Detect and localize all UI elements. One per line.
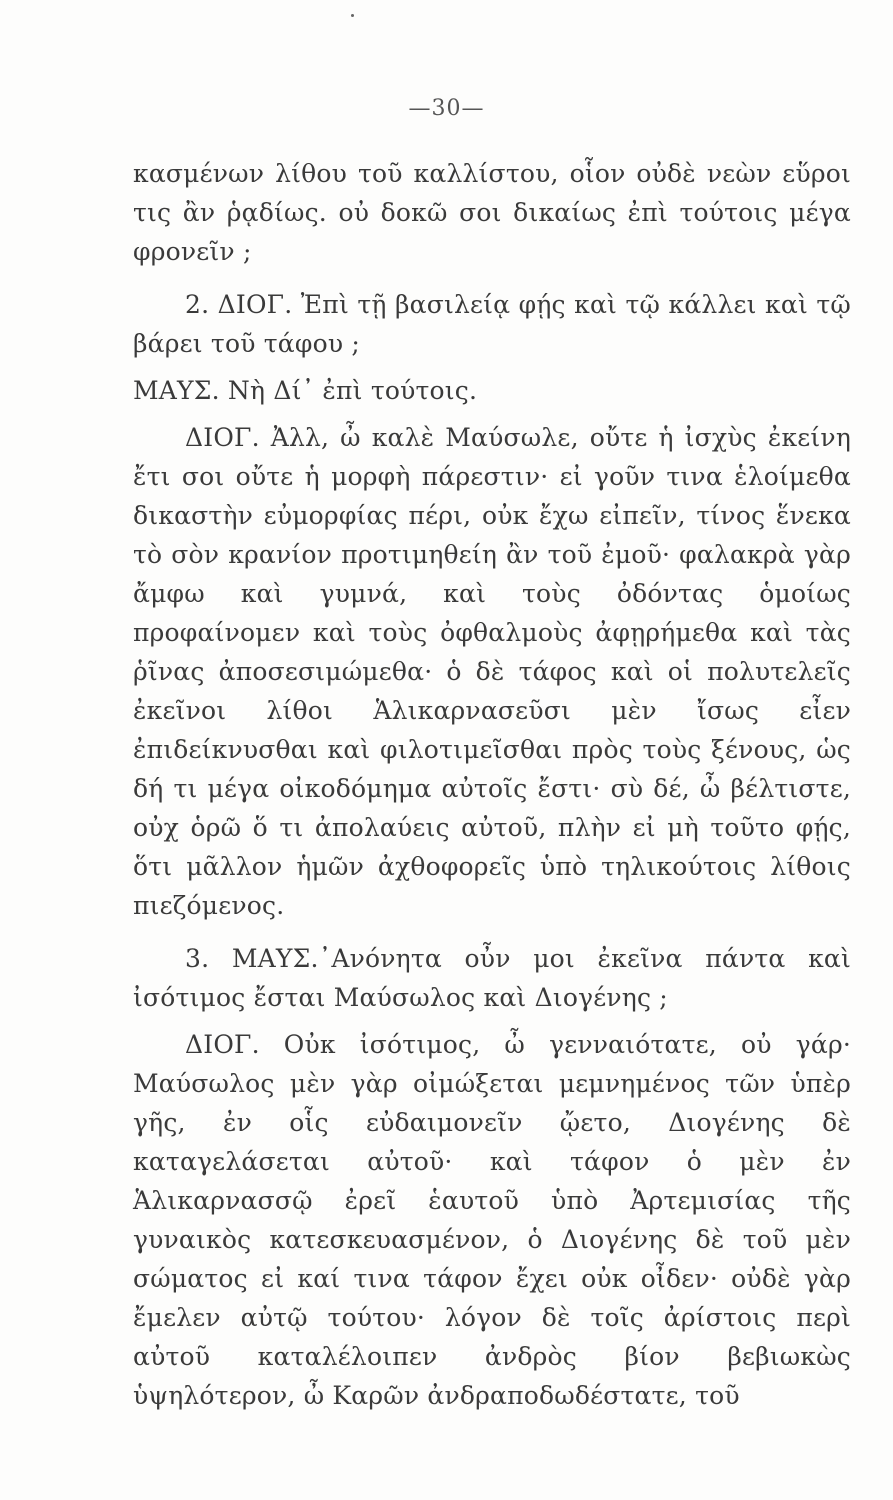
- paragraph-section-3: 3. ΜΑΥΣ.᾽Ανόνητα οὖν μοι ἐκεῖνα πάντα καὶ ἰσότιμος ἔσται Μαύσωλος καὶ Διογένης ;: [133, 944, 851, 1012]
- paragraph-mausolus-reply: ΜΑΥΣ. Νὴ Δί᾽ ἐπὶ τούτοις.: [133, 376, 478, 405]
- paragraph-diogenes-speech: ΔΙΟΓ. Ἀλλ, ὦ καλὲ Μαύσωλε, οὔτε ἡ ἰσχὺς ἐκείνη ἔτι σοι οὔτε ἡ μορφὴ πάρεστιν· εἰ γοῦν τινα ἑλοίμεθα δικαστὴν εὐμορφίας πέρι, οὐκ ἔχω εἰπεῖν, τίνος ἕνεκα τὸ σὸν κρανίον προτιμηθείη ἂν τοῦ ἐμοῦ· φαλακρὰ γὰρ ἄμφω καὶ γυμνά, καὶ τοὺς ὀδόντας ὁμοίως προφαίνομεν καὶ τοὺς ὀφθαλμοὺς ἀφῃρήμεθα καὶ τὰς ῥῖνας ἀποσεσιμώμεθα· ὁ δὲ τάφος καὶ οἱ πολυτελεῖς ἐκεῖνοι λίθοι Ἁλικαρνασεῦσι μὲν ἴσως εἶεν ἐπιδείκνυσθαι καὶ φιλοτιμεῖσθαι πρὸς τοὺς ξένους, ὡς δή τι μέγα οἰκοδόμημα αὐτοῖς ἔστι· σὺ δέ, ὦ βέλτιστε, οὐχ ὁρῶ ὅ τι ἀπολαύεις αὐτοῦ, πλὴν εἰ μὴ τοῦτο φῄς, ὅτι μᾶλλον ἡμῶν ἀχθοφορεῖς ὑπὸ τηλικούτοις λίθοις πιεζόμενος.: [133, 423, 851, 920]
- ink-speck: [351, 14, 354, 17]
- paragraph-continuation: κασμένων λίθου τοῦ καλλίστου, οἷον οὐδὲ νεὼν εὕροι τις ἂν ῥᾳδίως. οὐ δοκῶ σοι δικαίως ἐπὶ τούτοις μέγα φρονεῖν ;: [133, 159, 851, 266]
- paragraph-section-2: 2. ΔΙΟΓ. Ἐπὶ τῇ βασιλείᾳ φῄς καὶ τῷ κάλλει καὶ τῷ βάρει τοῦ τάφου ;: [133, 290, 851, 358]
- paragraph-diogenes-final: ΔΙΟΓ. Οὐκ ἰσότιμος, ὦ γενναιότατε, οὐ γάρ· Μαύσωλος μὲν γὰρ οἰμώξεται μεμνημένος τῶν ὑπὲρ γῆς, ἐν οἷς εὐδαιμονεῖν ᾤετο, Διογένης δὲ καταγελάσεται αὐτοῦ· καὶ τάφον ὁ μὲν ἐν Ἁλικαρνασσῷ ἐρεῖ ἑαυτοῦ ὑπὸ Ἀρτεμισίας τῆς γυναικὸς κατεσκευασμένον, ὁ Διογένης δὲ τοῦ μὲν σώματος εἰ καί τινα τάφον ἔχει οὐκ οἶδεν· οὐδὲ γὰρ ἔμελεν αὐτῷ τούτου· λόγον δὲ τοῖς ἀρίστοις περὶ αὐτοῦ καταλέλοιπεν ἀνδρὸς βίον βεβιωκὼς ὑψηλότερον, ὦ Καρῶν ἀνδραποδωδέστατε, τοῦ: [133, 1030, 851, 1410]
- page-text: [133, 154, 851, 1415]
- page-number: —30—: [408, 96, 485, 121]
